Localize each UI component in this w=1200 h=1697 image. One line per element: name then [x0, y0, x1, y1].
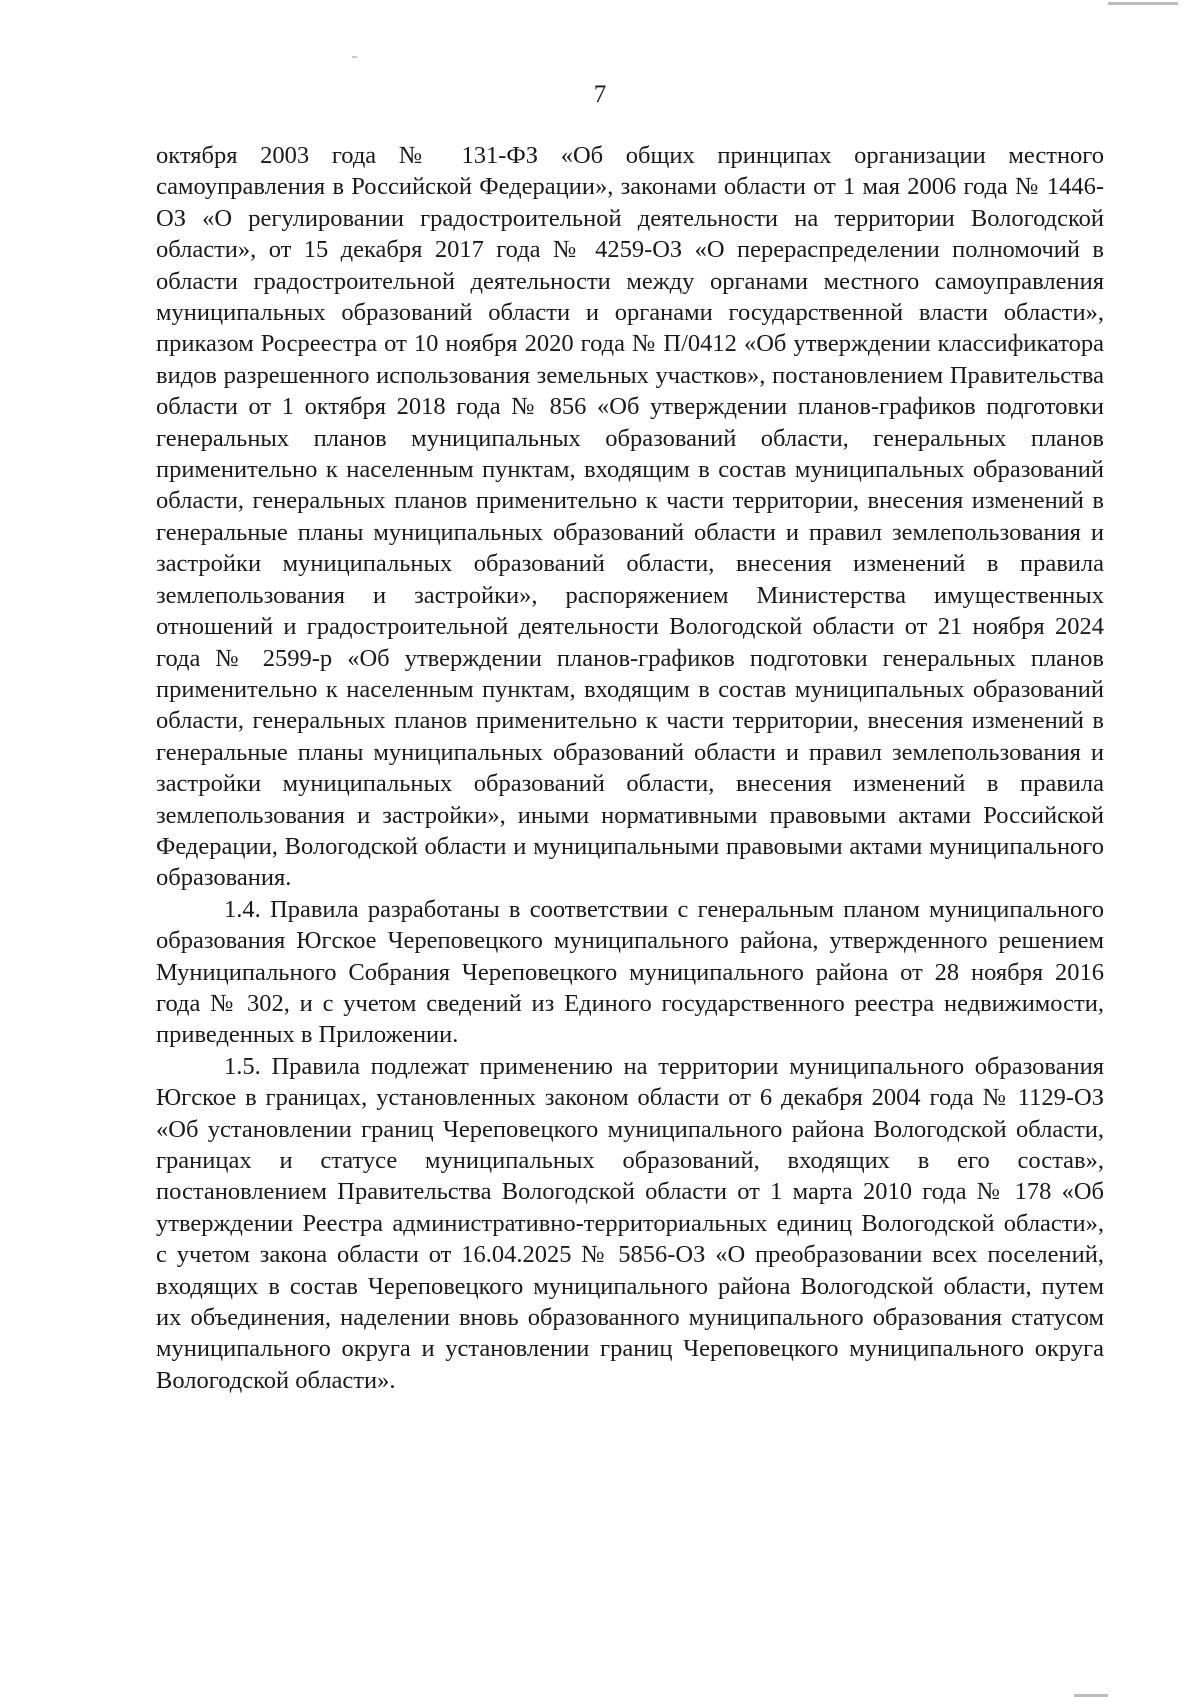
paragraph-1-4: 1.4. Правила разработаны в соответствии с генеральным планом муниципального образования Югское Череповецкого муниципального района, утвержденного решением Муниципального Собрания Череповецкого муниципального района от 28 ноября 2016 года № 302, и с учетом сведений из Единого государственного реестра недвижимости, приведенных в Приложении.: [156, 895, 1104, 1049]
paragraph-1-5: 1.5. Правила подлежат применению на территории муниципального образования Югское в границах, установленных законом области от 6 декабря 2004 года № 1129-ОЗ «Об установлении границ Череповецкого муниципального района Вологодской области, границах и статусе муниципальных образований, входящих в его состав», постановлением Правительства Вологодской области от 1 марта 2010 года № 178 «Об утверждении Реестра административно-территориальных единиц Вологодской области», с учетом закона области от 16.04.2025 № 5856-ОЗ «О преобразовании всех поселений, входящих в состав Череповецкого муниципального района Вологодской области, путем их объединения, наделении вновь образованного муниципального образования статусом муниципального округа и установлении границ Череповецкого муниципального округа Вологодской области».: [156, 1052, 1104, 1394]
scan-artifact: [352, 56, 357, 58]
page-number: 7: [593, 81, 607, 108]
document-body: [156, 140, 1104, 1396]
scan-artifact: [1108, 2, 1178, 5]
paragraph-legal-basis: октября 2003 года № 131-ФЗ «Об общих принципах организации местного самоуправления в Российской Федерации», законами области от 1 мая 2006 года № 1446-ОЗ «О регулировании градостроительной деятельности на территории Вологодской области», от 15 декабря 2017 года № 4259-ОЗ «О перераспределении полномочий в области градостроительной деятельности между органами местного самоуправления муниципальных образований области и органами государственной власти области», приказом Росреестра от 10 ноября 2020 года № П/0412 «Об утверждении классификатора видов разрешенного использования земельных участков», постановлением Правительства области от 1 октября 2018 года № 856 «Об утверждении планов-графиков подготовки генеральных планов муниципальных образований области, генеральных планов применительно к населенным пунктам, входящим в состав муниципальных образований области, генеральных планов применительно к части территории, внесения изменений в генеральные планы муниципальных образований области и правил землепользования и застройки муниципальных образований области, внесения изменений в правила землепользования и застройки», распоряжением Министерства имущественных отношений и градостроительной деятельности Вологодской области от 21 ноября 2024 года № 2599-р «Об утверждении планов-графиков подготовки генеральных планов применительно к населенным пунктам, входящим в состав муниципальных образований области, генеральных планов применительно к части территории, внесения изменений в генеральные планы муниципальных образований области и правил землепользования и застройки муниципальных образований области, внесения изменений в правила землепользования и застройки», иными нормативными правовыми актами Российской Федерации, Вологодской области и муниципальными правовыми актами муниципального образования.: [156, 142, 1104, 892]
